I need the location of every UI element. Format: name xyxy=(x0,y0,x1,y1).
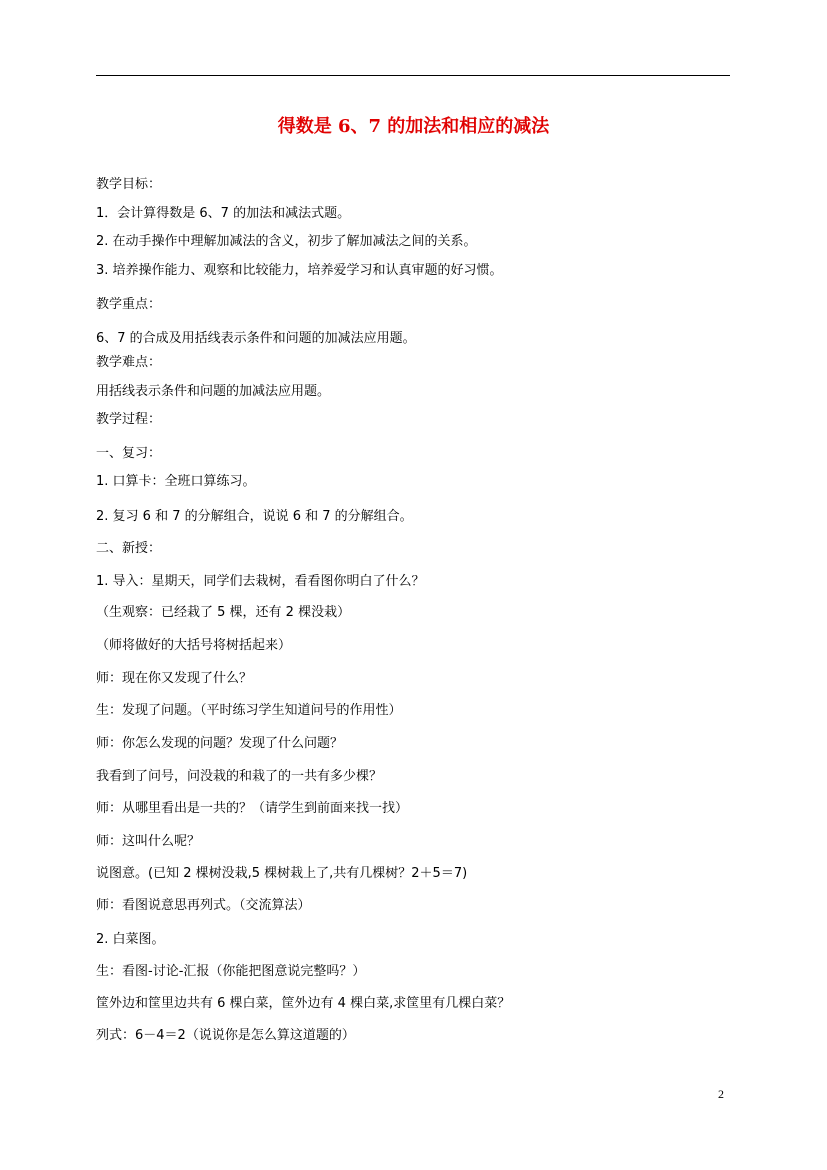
section-heading: 教学过程： xyxy=(96,412,162,427)
text-line: 说图意。(已知 2 棵树没栽,5 棵树栽上了,共有几棵树？2＋5＝7) xyxy=(96,866,468,881)
text-line: 我看到了问号，问没栽的和栽了的一共有多少棵？ xyxy=(96,769,383,784)
text-line: （生观察：已经栽了 5 棵，还有 2 棵没栽） xyxy=(96,605,351,620)
text-line: 列式：6－4＝2（说说你是怎么算这道题的） xyxy=(96,1028,355,1043)
text-line: 生：看图-讨论-汇报（你能把图意说完整吗？） xyxy=(96,964,366,979)
section-heading: 一、复习： xyxy=(96,446,162,461)
text-line: 师：你怎么发现的问题？发现了什么问题？ xyxy=(96,736,344,751)
text-line: 1. 口算卡：全班口算练习。 xyxy=(96,474,256,489)
page-number: 2 xyxy=(718,1087,724,1101)
document-title: 得数是 6、7 的加法和相应的减法 xyxy=(277,116,550,137)
text-line: 师：从哪里看出是一共的？（请学生到前面来找一找） xyxy=(96,801,409,816)
text-line: 2. 复习 6 和 7 的分解组合，说说 6 和 7 的分解组合。 xyxy=(96,509,413,524)
text-line: 2. 在动手操作中理解加减法的含义，初步了解加减法之间的关系。 xyxy=(96,234,477,249)
section-heading: 二、新授： xyxy=(96,541,162,556)
text-line: 用括线表示条件和问题的加减法应用题。 xyxy=(96,384,331,399)
text-line: 师：这叫什么呢？ xyxy=(96,834,201,849)
section-heading: 教学重点： xyxy=(96,297,162,312)
text-line: 师：现在你又发现了什么？ xyxy=(96,671,253,686)
text-line: 1．会计算得数是 6、7 的加法和减法式题。 xyxy=(96,206,351,221)
section-heading: 教学难点： xyxy=(96,355,162,370)
text-line: 筐外边和筐里边共有 6 棵白菜，筐外边有 4 棵白菜,求筐里有几棵白菜？ xyxy=(96,996,511,1011)
text-line: 6、7 的合成及用括线表示条件和问题的加减法应用题。 xyxy=(96,331,416,346)
text-line: 生：发现了问题。（平时练习学生知道问号的作用性） xyxy=(96,703,402,718)
text-line: 1. 导入：星期天，同学们去栽树，看看图你明白了什么？ xyxy=(96,574,425,589)
header-rule xyxy=(96,75,730,76)
text-line: 师：看图说意思再列式。（交流算法） xyxy=(96,898,311,913)
text-line: 3. 培养操作能力、观察和比较能力，培养爱学习和认真审题的好习惯。 xyxy=(96,263,503,278)
text-line: 2. 白菜图。 xyxy=(96,932,165,947)
text-line: 教学目标： xyxy=(96,177,162,192)
text-line: （师将做好的大括号将树括起来） xyxy=(96,638,292,653)
